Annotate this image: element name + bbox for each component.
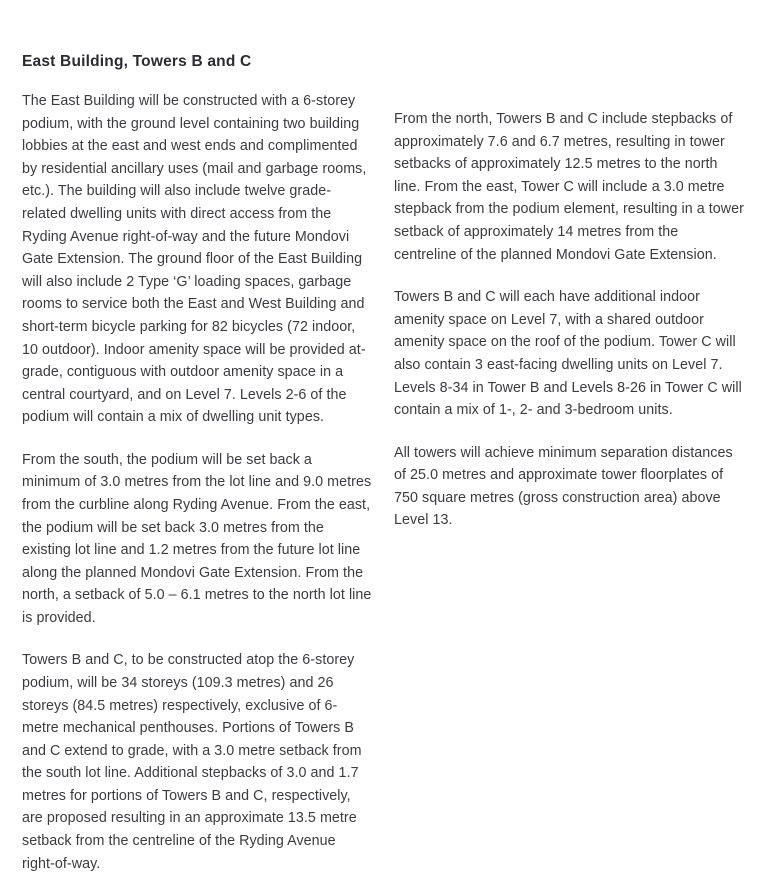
- paragraph: The East Building will be constructed with a 6-storey podium, with the ground level containing two building lobbies at the east and west ends and complimented by residential ancillary uses (mail and garbage rooms, etc.). The building will also include twelve grade-related dwelling units with direct access from the Ryding Avenue right-of-way and the future Mondovi Gate Extension. The ground floor of the East Building will also include 2 Type ‘G’ loading spaces, garbage rooms to service both the East and West Building and short-term bicycle parking for 82 bicycles (72 indoor, 10 outdoor). Indoor amenity space will be provided at-grade, contiguous with outdoor amenity space in a central courtyard, and on Level 7. Levels 2-6 of the podium will contain a mix of dwelling unit types.: [22, 93, 367, 426]
- paragraph: Towers B and C will each have additional indoor amenity space on Level 7, with a shared outdoor amenity space on the roof of the podium. Tower C will also contain 3 east-facing dwelling units on Level 7. Levels 8-34 in Tower B and Levels 8-26 in Tower C will contain a mix of 1-, 2- and 3-bedroom units.: [394, 289, 742, 419]
- left-column: [22, 90, 372, 875]
- paragraph: Towers B and C, to be constructed atop the 6-storey podium, will be 34 storeys (109.3 metres) and 26 storeys (84.5 metres) respectively, exclusive of 6-metre mechanical penthouses. Portions of Towers B and C extend to grade, with a 3.0 metre setback from the south lot line. Additional stepbacks of 3.0 and 1.7 metres for portions of Towers B and C, respectively, are proposed resulting in an approximate 13.5 metre setback from the centreline of the Ryding Avenue right-of-way.: [22, 652, 362, 872]
- paragraph: From the north, Towers B and C include stepbacks of approximately 7.6 and 6.7 metres, resulting in tower setbacks of approximately 12.5 metres to the north line. From the east, Tower C will include a 3.0 metre stepback from the podium element, resulting in a tower setback of approximately 14 metres from the centreline of the planned Mondovi Gate Extension.: [394, 111, 744, 263]
- right-column: [394, 90, 744, 532]
- two-column-body: [22, 90, 744, 875]
- paragraph: All towers will achieve minimum separation distances of 25.0 metres and approximate tower floorplates of 750 square metres (gross construction area) above Level 13.: [394, 444, 733, 529]
- page-title: East Building, Towers B and C: [22, 53, 252, 70]
- paragraph: From the south, the podium will be set back a minimum of 3.0 metres from the lot line and 9.0 metres from the curbline along Ryding Avenue. From the east, the podium will be set back 3.0 metres from the existing lot line and 1.2 metres from the future lot line along the planned Mondovi Gate Extension. From the north, a setback of 5.0 – 6.1 metres to the north lot line is provided.: [22, 451, 372, 626]
